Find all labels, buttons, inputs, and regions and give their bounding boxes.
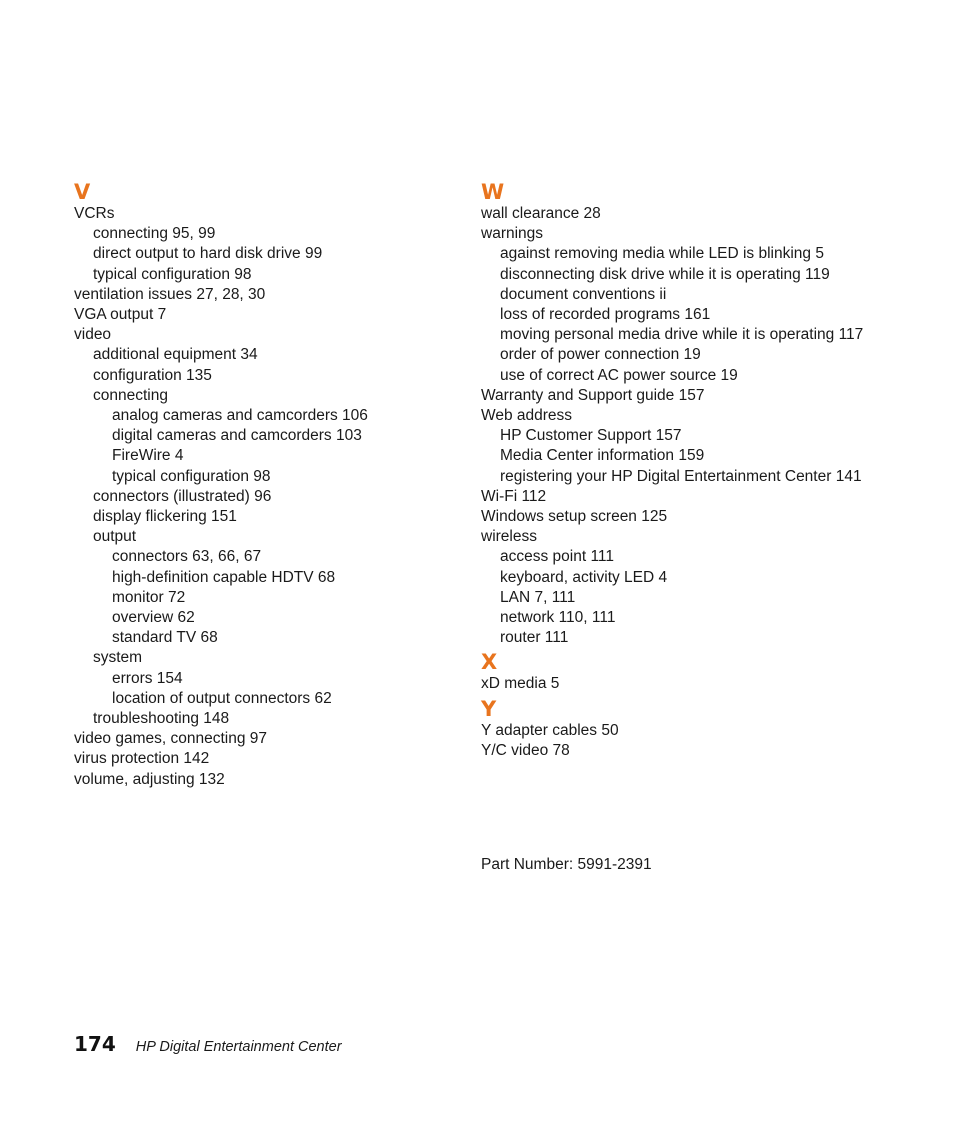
index-subentry: system — [93, 649, 143, 667]
index-subentry: configuration 135 — [93, 366, 212, 384]
index-entry: virus protection 142 — [74, 750, 210, 768]
index-entry: Web address — [481, 407, 573, 425]
index-entry: wireless — [481, 528, 537, 546]
index-subentry: output — [93, 528, 137, 546]
index-entry: xD media 5 — [481, 675, 560, 693]
index-subentry: display flickering 151 — [93, 508, 237, 526]
index-column-right — [481, 178, 941, 761]
index-subentry: monitor 72 — [112, 588, 186, 606]
index-entry: warnings — [481, 225, 544, 243]
index-subentry: connecting — [93, 386, 168, 404]
index-entry: Y adapter cables 50 — [481, 721, 619, 739]
part-number: Part Number: 5991-2391 — [481, 856, 652, 873]
index-subentry: moving personal media drive while it is operating 117 — [500, 326, 864, 344]
index-entry: Warranty and Support guide 157 — [481, 386, 705, 404]
index-subentry: overview 62 — [112, 609, 195, 627]
index-entry: ventilation issues 27, 28, 30 — [74, 285, 266, 303]
index-subentry: disconnecting disk drive while it is operating 119 — [500, 265, 830, 283]
index-entry: Wi-Fi 112 — [481, 487, 547, 505]
index-subentry: against removing media while LED is blinking 5 — [500, 245, 824, 263]
index-entry: VCRs — [74, 205, 115, 222]
index-subentry: standard TV 68 — [112, 629, 218, 647]
index-subentry: high-definition capable HDTV 68 — [112, 568, 336, 586]
index-subentry: router 111 — [500, 629, 569, 647]
section-letter: V — [74, 180, 91, 204]
footer-title: HP Digital Entertainment Center — [135, 1039, 342, 1055]
section-letter: W — [481, 180, 505, 204]
index-subentry: access point 111 — [500, 548, 615, 566]
index-subentry: Media Center information 159 — [500, 447, 705, 465]
index-subentry: errors 154 — [112, 669, 183, 687]
index-subentry: loss of recorded programs 161 — [500, 306, 711, 324]
index-subentry: connectors (illustrated) 96 — [93, 487, 272, 505]
index-subentry: typical configuration 98 — [112, 467, 271, 485]
index-subentry: location of output connectors 62 — [112, 689, 332, 707]
index-subentry: digital cameras and camcorders 103 — [112, 427, 362, 445]
index-subentry: connecting 95, 99 — [93, 225, 216, 243]
page-footer — [74, 1032, 342, 1058]
index-entry: VGA output 7 — [74, 306, 167, 324]
index-subentry: direct output to hard disk drive 99 — [93, 245, 323, 263]
page-number: 174 — [74, 1032, 116, 1056]
index-subentry: order of power connection 19 — [500, 346, 701, 364]
section-letter: X — [481, 650, 498, 675]
index-subentry: troubleshooting 148 — [93, 710, 230, 728]
index-subentry: connectors 63, 66, 67 — [112, 548, 262, 566]
section-letter: Y — [481, 696, 497, 721]
index-subentry: network 110, 111 — [500, 609, 616, 627]
index-subentry: FireWire 4 — [112, 447, 184, 465]
index-subentry: document conventions ii — [500, 285, 667, 303]
index-entry: video games, connecting 97 — [74, 730, 268, 748]
index-subentry: registering your HP Digital Entertainment Center 141 — [500, 467, 862, 485]
index-entry: Windows setup screen 125 — [481, 508, 668, 526]
index-subentry: analog cameras and camcorders 106 — [112, 407, 368, 425]
index-subentry: keyboard, activity LED 4 — [500, 568, 668, 586]
index-column-left — [74, 178, 454, 790]
index-entry: wall clearance 28 — [481, 205, 601, 222]
index-entry: video — [74, 326, 112, 344]
index-subentry: use of correct AC power source 19 — [500, 366, 738, 384]
index-subentry: LAN 7, 111 — [500, 588, 576, 606]
index-subentry: typical configuration 98 — [93, 265, 252, 283]
index-subentry: HP Customer Support 157 — [500, 427, 682, 445]
index-subentry: additional equipment 34 — [93, 346, 258, 364]
index-entry: Y/C video 78 — [481, 741, 570, 759]
index-entry: volume, adjusting 132 — [74, 770, 225, 788]
